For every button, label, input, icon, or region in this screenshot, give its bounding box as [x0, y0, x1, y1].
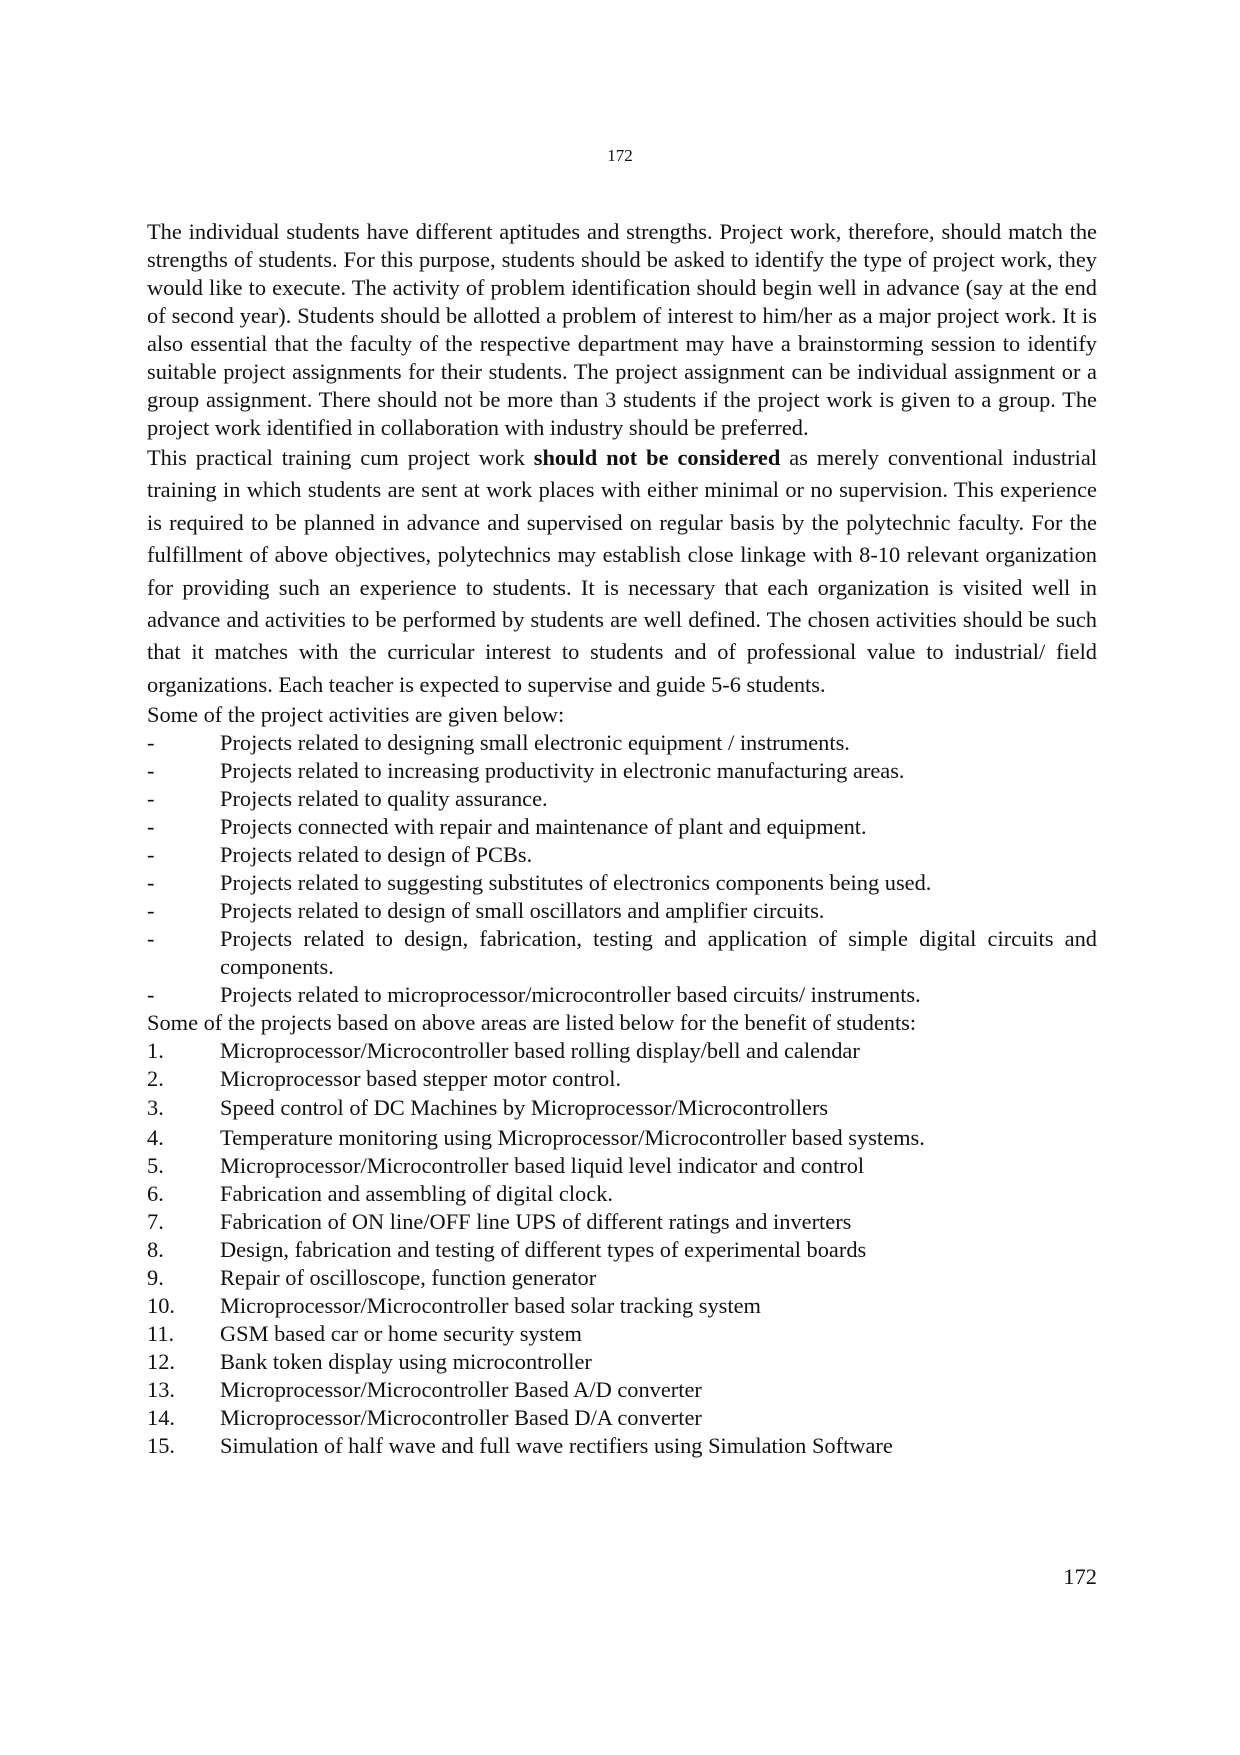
list-item-text: Design, fabrication and testing of different types of experimental boards [220, 1237, 867, 1263]
list-item-text: Microprocessor based stepper motor control. [220, 1066, 622, 1092]
list-item-text: Projects related to design, fabrication, testing and application of simple digital circuits and components. [220, 926, 1097, 980]
list-marker: 2. [147, 1066, 164, 1092]
list-item-text: Simulation of half wave and full wave rectifiers using Simulation Software [220, 1433, 893, 1459]
list-item-text: Projects related to design of PCBs. [220, 842, 533, 868]
activities-list [147, 729, 1097, 1009]
paragraph-aptitudes: The individual students have different aptitudes and strengths. Project work, therefore, should match the strengths of students. For this purpose, students should be asked to identify the type of project work, they would like to execute. The activity of problem identification should begin well in advance (say at the end of second year). Students should be allotted a problem of interest to him/her as a major project work. It is also essential that the faculty of the respective department may have a brainstorming session to identify suitable project assignments for their students. The project assignment can be individual assignment or a group assignment. There should not be more than 3 students if the project work is given to a group. The project work identified in collaboration with industry should be preferred. [147, 219, 1097, 440]
list-marker: 9. [147, 1265, 164, 1291]
project-item [147, 1093, 1097, 1123]
list-marker: - [147, 758, 155, 784]
list-item-text: Microprocessor/Microcontroller based rolling display/bell and calendar [220, 1038, 860, 1064]
list-marker: 10. [147, 1293, 175, 1319]
project-item [147, 1432, 1097, 1460]
list-marker: - [147, 982, 155, 1008]
activity-item [147, 729, 1097, 757]
list-marker: 8. [147, 1237, 164, 1263]
page-number-top: 172 [607, 146, 633, 165]
activity-item [147, 897, 1097, 925]
activity-item [147, 757, 1097, 785]
project-item [147, 1123, 1097, 1153]
list-marker: 3. [147, 1095, 164, 1121]
list-item-text: Projects connected with repair and maintenance of plant and equipment. [220, 814, 867, 840]
list-item-text: Temperature monitoring using Microprocessor/Microcontroller based systems. [220, 1124, 925, 1150]
project-item [147, 1320, 1097, 1348]
list-marker: 4. [147, 1124, 164, 1150]
list-marker: 6. [147, 1181, 164, 1207]
list-marker: - [147, 842, 155, 868]
list-marker: 1. [147, 1038, 164, 1064]
list-marker: 13. [147, 1377, 175, 1403]
project-item [147, 1208, 1097, 1236]
page-number-bottom: 172 [1063, 1564, 1097, 1589]
list-marker: 7. [147, 1209, 164, 1235]
list-item-text: Projects related to designing small electronic equipment / instruments. [220, 730, 850, 756]
list-item-text: Projects related to microprocessor/microcontroller based circuits/ instruments. [220, 982, 921, 1008]
paragraph-practical-training [147, 442, 1097, 701]
list-marker: 15. [147, 1433, 175, 1459]
list-item-text: Projects related to increasing productivity in electronic manufacturing areas. [220, 758, 905, 784]
list-item-text: Speed control of DC Machines by Microprocessor/Microcontrollers [220, 1095, 829, 1121]
list-marker: - [147, 786, 155, 812]
list-item-text: GSM based car or home security system [220, 1321, 582, 1347]
project-item [147, 1348, 1097, 1376]
project-item [147, 1404, 1097, 1432]
activity-item [147, 869, 1097, 897]
project-item [147, 1292, 1097, 1320]
page-content [147, 218, 1097, 1460]
list-item-text: Microprocessor/Microcontroller based liquid level indicator and control [220, 1153, 865, 1179]
list-marker: - [147, 870, 155, 896]
project-item [147, 1037, 1097, 1065]
list-marker: 12. [147, 1349, 175, 1375]
list-item-text: Bank token display using microcontroller [220, 1349, 592, 1375]
list-item-text: Repair of oscilloscope, function generator [220, 1265, 597, 1291]
activity-item [147, 981, 1097, 1009]
projects-list [147, 1037, 1097, 1460]
list-marker: - [147, 926, 155, 952]
paragraph2-end: as merely conventional industrial training in which students are sent at work places with either minimal or no supervision. This experience is required to be planned in advance and supervised on regular basis by the polytechnic faculty. For the fulfillment of above objectives, polytechnics may establish close linkage with 8-10 relevant organization for providing such an experience to students. It is necessary that each organization is visited well in advance and activities to be performed by students are well defined. The chosen activities should be such that it matches with the curricular interest to students and of professional value to industrial/ field organizations. Each teacher is expected to supervise and guide 5-6 students. [147, 445, 1097, 697]
list-item-text: Microprocessor/Microcontroller Based D/A converter [220, 1405, 702, 1431]
list-marker: - [147, 814, 155, 840]
activity-item [147, 785, 1097, 813]
activities-intro: Some of the project activities are given below: [147, 702, 565, 728]
project-item [147, 1065, 1097, 1093]
list-item-text: Microprocessor/Microcontroller Based A/D converter [220, 1377, 702, 1403]
activity-item [147, 841, 1097, 869]
list-marker: 11. [147, 1321, 175, 1347]
list-marker: - [147, 730, 155, 756]
project-item [147, 1152, 1097, 1180]
activity-item [147, 925, 1097, 981]
list-item-text: Projects related to suggesting substitutes of electronics components being used. [220, 870, 932, 896]
list-item-text: Fabrication and assembling of digital clock. [220, 1181, 613, 1207]
paragraph2-bold-phrase: should not be considered [533, 445, 781, 470]
list-item-text: Projects related to design of small oscillators and amplifier circuits. [220, 898, 825, 924]
project-item [147, 1264, 1097, 1292]
list-marker: 14. [147, 1405, 175, 1431]
list-marker: 5. [147, 1153, 164, 1179]
list-item-text: Microprocessor/Microcontroller based solar tracking system [220, 1293, 761, 1319]
project-item [147, 1236, 1097, 1264]
projects-intro: Some of the projects based on above areas are listed below for the benefit of students: [147, 1010, 917, 1036]
paragraph2-start: This practical training cum project work [147, 445, 534, 470]
project-item [147, 1180, 1097, 1208]
list-item-text: Fabrication of ON line/OFF line UPS of different ratings and inverters [220, 1209, 852, 1235]
activity-item [147, 813, 1097, 841]
list-item-text: Projects related to quality assurance. [220, 786, 548, 812]
list-marker: - [147, 898, 155, 924]
project-item [147, 1376, 1097, 1404]
